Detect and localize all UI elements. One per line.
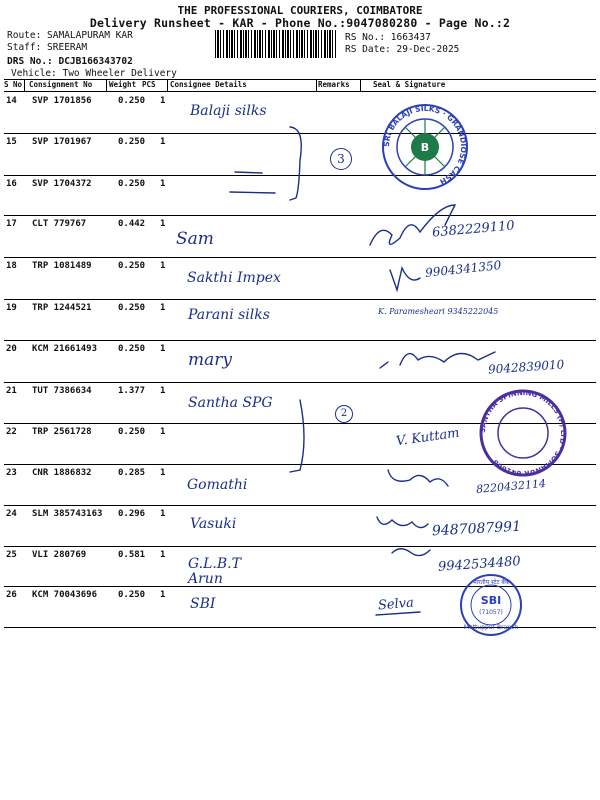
signature-phone: 9042839010 [487,357,565,377]
drs-label: DRS No.: DCJB166343702 [7,56,133,67]
row-pcs: 1 [160,261,166,271]
row-consignment-no: SLM 385743163 [32,509,103,519]
row-pcs: 1 [160,468,166,478]
route-label: Route: SAMALAPURAM KAR [7,30,133,41]
row-sno: 23 [6,468,17,478]
row-sno: 16 [6,179,17,189]
row-weight: 0.296 [118,509,146,519]
row-consignment-no: CNR 1886832 [32,468,92,478]
row-weight: 0.250 [118,427,146,437]
handwritten-consignee: SBI [190,596,216,612]
row-pcs: 1 [160,344,166,354]
handwritten-consignee: Santha SPG [188,395,273,411]
col-header-remarks: Remarks [318,80,350,89]
row-weight: 0.581 [118,550,146,560]
row-pcs: 1 [160,590,166,600]
row-weight: 0.250 [118,96,146,106]
sbi-stamp-code: (71057) [479,609,503,616]
handwritten-consignee: Sam [176,229,214,249]
row-sno: 22 [6,427,17,437]
vehicle-label: Vehicle: Two Wheeler Delivery [11,68,177,79]
col-header-weight: Weight [109,80,137,89]
row-consignment-no: SVP 1704372 [32,179,92,189]
row-pcs: 1 [160,179,166,189]
row-consignment-no: KCM 70043696 [32,590,98,600]
row-consignment-no: TRP 1081489 [32,261,92,271]
rs-number: RS No.: 1663437 [345,32,431,43]
row-sno: 14 [6,96,17,106]
col-header-pcs: PCS [142,80,156,89]
signature-phone: 9487087991 [431,518,522,540]
signature-name: Selva [377,595,415,614]
staff-label: Staff: SREERAM [7,42,88,53]
remark-mark: 3 [330,148,352,170]
remark-mark: 2 [335,405,353,423]
row-pcs: 1 [160,427,166,437]
balaji-silks-stamp [382,104,468,189]
row-pcs: 1 [160,550,166,560]
handwritten-consignee: Balaji silks [190,103,267,119]
col-header-consignee: Consignee Details [170,80,247,89]
signature-phone: 9904341350 [424,258,502,280]
signature-note: K. Paramesheari 9345222045 [378,307,499,316]
row-sno: 24 [6,509,17,519]
signature-phone: 8220432114 [475,476,547,497]
sbi-stamp-branch: Mettuppur Branch [463,624,519,631]
row-pcs: 1 [160,386,166,396]
runsheet-subtitle: Delivery Runsheet - KAR - Phone No.:9047080280 - Page No.:2 [89,16,511,30]
col-header-seal: Seal & Signature [373,80,446,89]
row-weight: 0.250 [118,179,146,189]
row-weight: 0.285 [118,468,146,478]
row-sno: 21 [6,386,17,396]
row-weight: 0.250 [118,137,146,147]
row-consignment-no: TRP 1244521 [32,303,92,313]
santha-mills-stamp [479,389,567,477]
handwritten-consignee: Gomathi [187,477,248,493]
row-sno: 25 [6,550,17,560]
row-consignment-no: CLT 779767 [32,219,87,229]
row-weight: 0.250 [118,590,146,600]
row-weight: 0.250 [118,261,146,271]
row-pcs: 1 [160,303,166,313]
row-consignment-no: VLI 280769 [32,550,87,560]
row-sno: 26 [6,590,17,600]
balaji-stamp-text: SRI BALAJI SILKS · GRANDIOSE CASH [381,103,469,187]
row-sno: 19 [6,303,17,313]
santha-stamp-text: SANTHA SPINNING MILLS (P) LTD · SOMANUR 641668 [478,388,568,478]
row-sno: 17 [6,219,17,229]
row-consignment-no: KCM 21661493 [32,344,98,354]
row-pcs: 1 [160,509,166,519]
rs-date: RS Date: 29-Dec-2025 [345,44,460,55]
sbi-stamp-name: SBI [480,594,502,607]
row-weight: 0.250 [118,344,146,354]
svg-text:SANTHA SPINNING MILLS (P) LTD [479,389,567,477]
row-consignment-no: TUT 7386634 [32,386,92,396]
sbi-stamp [461,575,521,635]
row-weight: 0.250 [118,303,146,313]
handwritten-consignee: mary [188,350,232,370]
handwritten-consignee: Vasuki [190,516,237,532]
handwritten-consignee: G.L.B.T Arun [188,556,241,587]
handwritten-consignee: Sakthi Impex [187,270,281,286]
handwritten-consignee: Parani silks [188,307,270,323]
row-consignment-no: TRP 2561728 [32,427,92,437]
signature-phone: 9942534480 [437,554,522,575]
balaji-stamp-letter: B [420,141,430,154]
row-pcs: 1 [160,137,166,147]
row-weight: 0.442 [118,219,146,229]
row-sno: 15 [6,137,17,147]
row-pcs: 1 [160,219,166,229]
row-consignment-no: SVP 1701856 [32,96,92,106]
col-header-consignment: Consignment No [29,80,93,89]
row-pcs: 1 [160,96,166,106]
col-header-sno: S No [4,80,23,89]
signature-name: V. Kuttam [395,425,461,450]
row-sno: 18 [6,261,17,271]
signature-phone: 6382229110 [431,218,516,241]
sbi-stamp-hindi: भारतीय स्टेट बैंक [472,579,510,586]
row-consignment-no: SVP 1701967 [32,137,92,147]
row-weight: 1.377 [118,386,146,396]
company-title: THE PROFESSIONAL COURIERS, COIMBATORE [177,4,423,17]
row-sno: 20 [6,344,17,354]
